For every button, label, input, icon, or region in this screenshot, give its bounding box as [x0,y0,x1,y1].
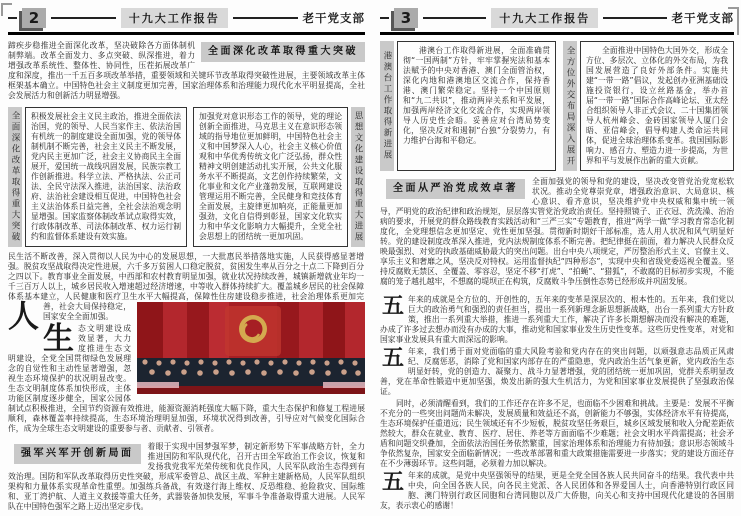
diplomacy-column [563,41,734,171]
culture-column [193,107,365,247]
header-rule [8,32,365,35]
democracy-column [8,107,187,247]
page-3-header [380,6,734,30]
two-column-boxes [8,107,365,247]
header-line [423,17,486,19]
congress-hall-photo [137,302,365,394]
report-title: 十九大工作报告 [121,8,228,28]
branch-name: 老干党支部 [302,11,365,25]
military-paragraph: 着眼于实现中国梦强军梦，制定新形势下军事战略方针，全力推进国防和军队现代化，召开古田全军政治工作会议，恢复和发扬我党我军光荣传统和优良作风，人民军队政治生态得到有效治理。国防和军队改革取得历史性突破，形成军委管总、战区主战、军种主建新格局，人民军队组织架构和力量体系实现革命性重塑。加强练兵备战，有效遂行海上维权、反恐维稳、抢险救灾、国际维和、亚丁湾护航、人道主义救援等重大任务，武器装备加快发展，军事斗争准备取得重大进展。人民军队在中国特色强军之路上迈出坚定步伐。 [8,442,365,511]
five-years-paragraph-3: 五年来的成就，是党中央坚强领导的结果，更是全党全国各族人民共同奋斗的结果。我代表中共中央，向全国各族人民，向各民主党派、各人民团体和各界爱国人士，向香港特别行政区同胞、澳门特别行政区同胞和台湾同胞以及广大侨胞，向关心和支持中国现代化建设的各国朋友，表示衷心的感谢！ [380,469,734,510]
congress-hall-photo-graphic [137,302,365,394]
page-number-badge: 2 [22,8,46,28]
reform-vertical-sidebar: 全面深化改革取得重大突破 [8,107,22,247]
page-3 [380,6,734,512]
header-dash [380,17,389,19]
military-headline-badge: 强军兴军开创新局面 [14,444,141,464]
hmt-box: 港澳台工作取得新进展，全面准确贯彻“一国两制”方针，牢牢掌握宪法和基本法赋予的中央对香港、澳门全面管治权，深化内地和港澳地区交流合作，保持香港、澳门繁荣稳定。坚持一个中国原则和“九二共识”，推动两岸关系和平发展，加强两岸经济文化交流合作，实现两岸领导人历史性会晤。妥善应对台湾局势变化，坚决反对和遏制“台独”分裂势力，有力维护台海和平稳定。 [397,41,556,171]
header-dash [8,17,17,19]
header-rule [380,32,734,35]
five-years-paragraph-1: 五年来的成就是全方位的、开创性的，五年来的变革是深层次的、根本性的。五年来，我们党以巨大的政治勇气和强烈的责任担当，提出一系列新理念新思想新战略，出台一系列重大方针政策，推出一系列重大举措，推进一系列重大工作，解决了许多长期想解决而没有解决的难题，办成了许多过去想办而没有办成的大事，推动党和国家事业发生历史性变革。这些历史性变革，对党和国家事业发展具有重大而深远的影响。 [380,293,734,344]
page-2-header [8,6,365,30]
intro-paragraph: 蹄疾步稳推进全面深化改革，坚决破除各方面体制机制弊端。改革全面发力、多点突破、纵深推进，着力增强改革系统性、整体性、协同性，压茬拓展改革广度和深度，推出一千五百多项改革举措，重要领域和关键环节改革取得突破性进展，主要领域改革主体框架基本确立。中国特色社会主义制度更加完善，国家治理体系和治理能力现代化水平明显提高，全社会发展活力和创新活力明显增强。 [8,41,365,100]
culture-vertical-sidebar: 思想文化建设取得重大进展 [351,107,365,247]
report-title: 十九大工作报告 [491,8,598,28]
ecology-paragraph: 生态文明建设成效显著，大力度推进生态文明建设，全党全国贯彻绿色发展理念的自觉性和主动性显著增强，忽视生态环境保护的状况明显改变。生态文明制度体系加快形成，主体功能区制度逐步健全，国家公园体制试点积极推进，全国节约资源有效推进，能源资源消耗强度大幅下降，重大生态保护和修复工程进展顺利，森林覆盖率持续提高，生态环境治理明显加强，环境状况得到改善，引导应对气候变化国际合作，成为全球生态文明建设的重要参与者、贡献者、引领者。 [8,321,365,433]
top-two-boxes [380,41,734,171]
livelihood-ecology-section [8,252,365,436]
livelihood-paragraph: 人 民生活不断改善，深入贯彻以人民为中心的发展思想，一大批惠民举措落地实施，人民获得感显著增强。脱贫攻坚战取得决定性进展，六千多万贫困人口稳定脱贫，贫困发生率从百分之十点二下降到百分之四以下。教育事业全面发展，中西部和农村教育明显加强，就业状况持续改善，城镇新增就业年均一千三百万人以上，城乡居民收入增速超过经济增速，中等收入群体持续扩大。覆盖城乡居民的社会保障体系基本建立，人民健康和医疗卫生水平大幅提高，保障性住房建设稳步推进，社会治理体系更加完善，社会大局保持稳定，国家安全全面加强。 [8,252,364,335]
democracy-box: 积极发展社会主义民主政治，推进全面依法治国，党的领导、人民当家作主、依法治国有机统一的制度建设全面加强，党的领导体制机制不断完善，社会主义民主不断发展，党内民主更加广泛，社会主义协商民主全面展开，爱国统一战线巩固发展，民族宗教工作创新推进。科学立法、严格执法、公正司法、全民守法深入推进，法治国家、法治政府、法治社会建设相互促进，中国特色社会主义法治体系日益完善，全社会法治观念明显增强。国家监察体制改革试点取得实效，行政体制改革、司法体制改革、权力运行制约和监督体系建设有效实施。 [25,107,187,247]
shortcomings-paragraph: 同时，必须清醒看到，我们的工作还存在许多不足，也面临不少困难和挑战。主要是：发展不平衡不充分的一些突出问题尚未解决，发展质量和效益还不高，创新能力不够强，实体经济水平有待提高，生态环境保护任重道远；民生领域还有不少短板，脱贫攻坚任务艰巨，城乡区域发展和收入分配差距依然较大，群众在就业、教育、医疗、居住、养老等方面面临不少难题；社会文明水平尚需提高；社会矛盾和问题交织叠加，全面依法治国任务依然繁重，国家治理体系和治理能力有待加强；意识形态领域斗争依然复杂，国家安全面临新情况；一些改革部署和重大政策措施需要进一步落实；党的建设方面还存在不少薄弱环节。这些问题，必须着力加以解决。 [380,399,734,468]
photo-spacer [364,252,365,302]
diplomacy-box: 全面推进中国特色大国外交，形成全方位、多层次、立体化的外交布局，为我国发展营造了良好外部条件。实施共建“一带一路”倡议，发起创办亚洲基础设施投资银行，设立丝路基金，举办首届“一带一路”国际合作高峰论坛、亚太经合组织领导人非正式会议、二十国集团领导人杭州峰会、金砖国家领导人厦门会晤、亚信峰会，倡导构建人类命运共同体，促进全球治理体系变革。我国国际影响力、感召力、塑造力进一步提高，为世界和平与发展作出新的重大贡献。 [580,41,734,171]
diplomacy-vertical-sidebar: 全方位外交布局深入展开 [563,41,577,171]
branch-name: 老干党支部 [671,11,734,25]
party-discipline-section [380,177,734,289]
dropcap-ren: 人 [8,299,39,335]
achievements-section [380,295,734,511]
header-line [233,17,298,19]
header-line [603,17,666,19]
intro-section [8,41,365,101]
dropcap-wu-1: 五 [382,293,405,319]
party-paragraph: 全面加强党的领导和党的建设，坚决改变管党治党宽松软状况。推动全党尊崇党章，增强政治意识、大局意识、核心意识、看齐意识，坚决维护党中央权威和集中统一领导，严明党的政治纪律和政治规矩，层层落实管党治党政治责任。坚持照镜子、正衣冠、洗洗澡、治治病的要求，开展党的群众路线教育实践活动和“三严三实”专题教育，推进“两学一做”学习教育常态化制度化，全党理想信念更加坚定、党性更加坚强。贯彻新时期好干部标准，选人用人状况和风气明显好转。党的建设制度改革深入推进，党内法规制度体系不断完善。把纪律挺在前面，着力解决人民群众反映最强烈、对党的执政基础威胁最大的突出问题。出台中央八项规定，严厉整治形式主义、官僚主义、享乐主义和奢靡之风，坚决反对特权。运用监督执纪“四种形态”，实现中央和省级党委巡视全覆盖。坚持反腐败无禁区、全覆盖、零容忍，坚定不移“打虎”、“拍蝇”、“猎狐”，不敢腐的目标初步实现，不能腐的笼子越扎越牢，不想腐的堤坝正在构筑，反腐败斗争压倒性态势已经形成并巩固发展。 [380,177,734,286]
party-headline-badge: 全面从严治党成效卓著 [386,179,525,199]
culture-box: 加强党对意识形态工作的领导，党的理论创新全面推进，马克思主义在意识形态领域的指导地位更加鲜明，中国特色社会主义和中国梦深入人心，社会主义核心价值观和中华优秀传统文化广泛弘扬，群众性精神文明创建活动扎实开展，公共文化服务水平不断提高，文艺创作持续繁荣，文化事业和文化产业蓬勃发展，互联网建设管理运用不断完善，全民健身和竞技体育全面发展，主旋律更加响亮，正能量更加强劲，文化自信得到彰显，国家文化软实力和中华文化影响力大幅提升，全党全社会思想上的团结统一更加巩固。 [193,107,348,247]
page-2 [8,6,365,512]
header-line [51,17,116,19]
dropcap-sheng: 生 [43,321,74,357]
five-years-paragraph-2: 五年来，我们勇于面对党面临的重大风险考验和党内存在的突出问题，以顽强意志品质正风肃纪、反腐惩恶，消除了党和国家内部存在的严重隐患，党内政治生活气象更新，党内政治生态明显好转，党的创造力、凝聚力、战斗力显著增强，党的团结统一更加巩固，党群关系明显改善，党在革命性锻造中更加坚强，焕发出新的强大生机活力，为党和国家事业发展提供了坚强政治保证。 [380,345,734,396]
hmt-vertical-sidebar: 港澳台工作取得新进展 [380,41,394,171]
dropcap-wu-2: 五 [382,345,405,371]
dropcap-wu-3: 五 [382,469,405,495]
hmt-column [380,41,556,171]
military-section [8,442,365,512]
page-number-badge: 3 [394,8,418,28]
reform-headline-badge: 全面深化改革取得重大突破 [201,42,365,62]
